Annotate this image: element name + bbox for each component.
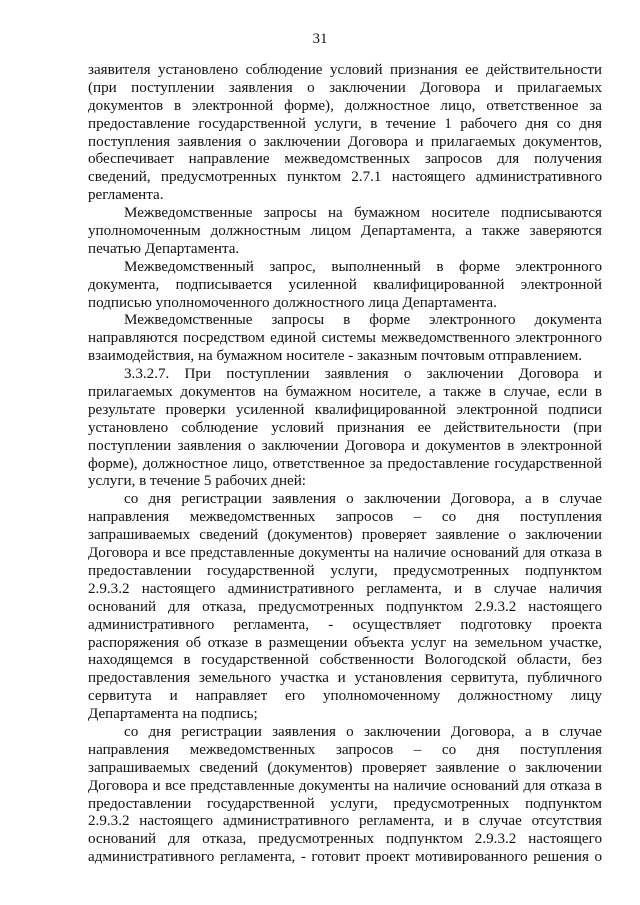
text-line: со дня регистрации заявления о заключении Договора, а в случае <box>124 491 602 508</box>
text-line: Договора и все представленные документы на наличие оснований для отказа в <box>88 545 602 562</box>
paragraph <box>88 724 602 867</box>
text-line: прилагаемых документов на бумажном носителе, а также в случае, если в <box>88 384 602 401</box>
text-line: 3.3.2.7. При поступлении заявления о заключении Договора и <box>124 366 602 383</box>
text-line: результате проверки усиленной квалифицированной электронной подписи <box>88 401 602 418</box>
text-line: поступления заявления о заключении Договора и прилагаемых документов, <box>88 133 602 150</box>
text-line: со дня регистрации заявления о заключении Договора, а в случае <box>124 723 602 740</box>
text-line: услуги, в течение 5 рабочих дней: <box>88 473 306 490</box>
page-number: 31 <box>312 31 328 47</box>
text-line: подписью уполномоченного должностного лица Департамента. <box>88 294 497 311</box>
paragraph <box>88 62 602 205</box>
document-body <box>88 62 602 867</box>
text-line: сервитута и направляет его уполномоченному должностному лицу <box>88 688 602 705</box>
text-line: административного регламента, - осуществляет подготовку проекта <box>88 616 602 633</box>
text-line: документа, подписывается усиленной квалифицированной электронной <box>88 276 602 293</box>
text-line: находящемся в государственной собственности Вологодской области, без <box>88 652 602 669</box>
text-line: Договора и все представленные документы на наличие оснований для отказа в <box>88 777 602 794</box>
text-line: взаимодействия, на бумажном носителе - заказным почтовым отправлением. <box>88 348 583 365</box>
text-line: (при поступлении заявления о заключении Договора и прилагаемых <box>88 79 602 96</box>
text-line: регламента. <box>88 187 164 204</box>
text-line: уполномоченным должностным лицом Департамента, а также заверяются <box>88 223 602 240</box>
text-line: запрашиваемых сведений (документов) проверяет заявление о заключении <box>88 759 602 776</box>
text-line: Межведомственные запросы в форме электронного документа <box>124 312 602 329</box>
text-line: установлено соблюдение условий признания ее действительности (при <box>88 419 602 436</box>
text-line: заявителя установлено соблюдение условий признания ее действительности <box>88 62 602 78</box>
text-line: административного регламента, - готовит проект мотивированного решения о <box>88 849 602 866</box>
text-line: 2.9.3.2 настоящего административного регламента, и в случае отсутствия <box>88 813 602 830</box>
text-line: документов в электронной форме), должностное лицо, ответственное за <box>88 97 602 114</box>
text-line: 2.9.3.2 настоящего административного регламента, и в случае наличия <box>88 580 602 597</box>
text-line: направления межведомственных запросов – со дня поступления <box>88 509 602 526</box>
text-line: оснований для отказа, предусмотренных подпунктом 2.9.3.2 настоящего <box>88 598 602 615</box>
text-line: направляются посредством единой системы межведомственного электронного <box>88 330 602 347</box>
paragraph <box>88 205 602 259</box>
paragraph <box>88 259 602 313</box>
paragraph <box>88 312 602 366</box>
text-line: печатью Департамента. <box>88 240 240 257</box>
text-line: распоряжения об отказе в размещении объекта услуг на земельном участке, <box>88 634 602 651</box>
paragraph <box>88 366 602 491</box>
paragraph <box>88 491 602 724</box>
text-line: Межведомственные запросы на бумажном носителе подписываются <box>124 205 602 222</box>
text-line: Межведомственный запрос, выполненный в форме электронного <box>124 258 602 275</box>
text-line: предоставления земельного участка и установления сервитута, публичного <box>88 670 602 687</box>
text-line: предоставлении государственной услуги, предусмотренных подпунктом <box>88 562 602 579</box>
text-line: направления межведомственных запросов – со дня поступления <box>88 741 602 758</box>
text-line: обеспечивает направление межведомственных запросов для получения <box>88 151 602 168</box>
text-line: сведений, предусмотренных пунктом 2.7.1 настоящего административного <box>88 169 602 186</box>
text-line: форме), должностное лицо, ответственное за предоставление государственной <box>88 455 602 472</box>
text-line: запрашиваемых сведений (документов) проверяет заявление о заключении <box>88 527 602 544</box>
text-line: оснований для отказа, предусмотренных подпунктом 2.9.3.2 настоящего <box>88 831 602 848</box>
text-line: поступлении заявления о заключении Договора и документов в электронной <box>88 437 602 454</box>
text-line: Департамента на подпись; <box>88 706 258 723</box>
text-line: предоставление государственной услуги, в течение 1 рабочего дня со дня <box>88 115 602 132</box>
text-line: предоставлении государственной услуги, предусмотренных подпунктом <box>88 795 602 812</box>
